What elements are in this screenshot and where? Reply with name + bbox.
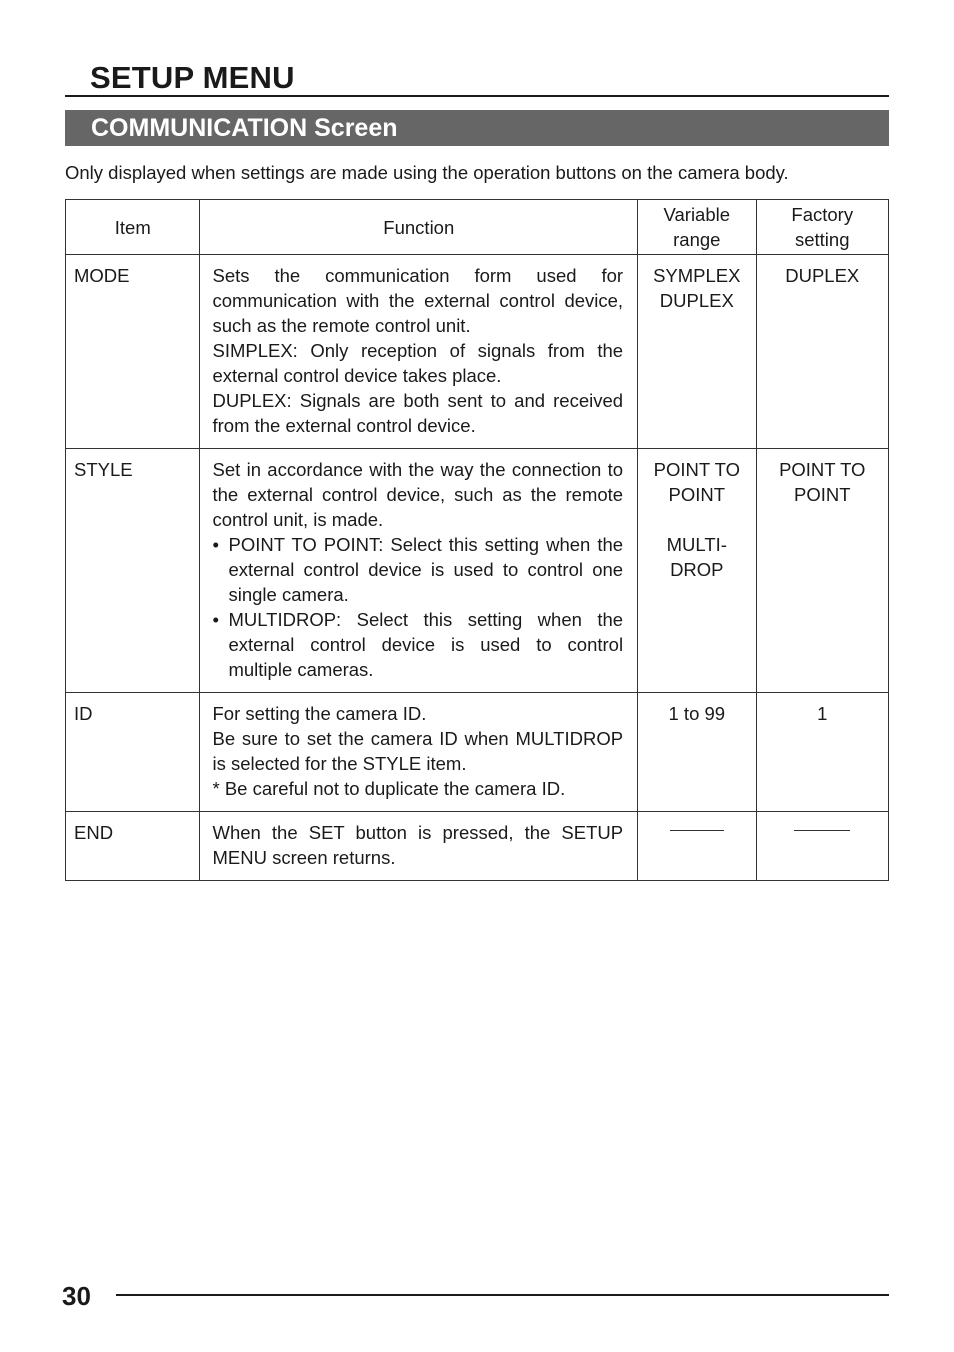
function-text: Set in accordance with the way the connection to the external control device, such as the remote control unit, is made. [212, 459, 624, 530]
function-text: DUPLEX: Signals are both sent to and received from the external control device. [212, 390, 624, 436]
factory-cell-end [756, 812, 889, 881]
range-value: SYMPLEX [653, 265, 741, 286]
item-cell-id: ID [66, 693, 200, 812]
function-text: When the SET button is pressed, the SETUP MENU screen returns. [212, 822, 624, 868]
table-row [66, 255, 889, 449]
range-value: DUPLEX [659, 290, 734, 311]
function-text: * Be careful not to duplicate the camera ID. [212, 778, 566, 799]
title-rule [65, 95, 889, 97]
function-text: For setting the camera ID. [212, 703, 427, 724]
header-factory-line: Factory [791, 204, 854, 225]
settings-table [65, 199, 889, 881]
factory-cell-mode [756, 255, 889, 449]
bullet-item: • POINT TO POINT: Select this setting when the external control device is used to control one single camera. [212, 532, 623, 607]
intro-text: Only displayed when settings are made using the operation buttons on the camera body. [65, 162, 789, 183]
table-header-row [66, 200, 889, 255]
header-variable-range [638, 200, 756, 255]
range-value: POINT TO [653, 459, 740, 480]
item-cell-style: STYLE [66, 449, 200, 693]
function-text: Be sure to set the camera ID when MULTIDROP is selected for the STYLE item. [212, 728, 624, 774]
range-cell-id [638, 693, 756, 812]
range-value: MULTI- [666, 534, 727, 555]
factory-value: POINT TO [779, 459, 866, 480]
range-cell-end [638, 812, 756, 881]
section-title: COMMUNICATION Screen [91, 114, 398, 142]
factory-value: 1 [817, 703, 828, 724]
page-number: 30 [62, 1281, 91, 1311]
function-text: SIMPLEX: Only reception of signals from the external control device takes place. [212, 340, 624, 386]
item-cell-end: END [66, 812, 200, 881]
range-value: 1 to 99 [668, 703, 726, 724]
function-cell-id [200, 693, 638, 812]
header-factory-line: setting [794, 229, 850, 250]
header-factory-setting [756, 200, 889, 255]
factory-cell-style [756, 449, 889, 693]
table-row [66, 449, 889, 693]
not-applicable-dash [794, 830, 850, 831]
range-cell-style [638, 449, 756, 693]
page-title: SETUP MENU [90, 60, 295, 95]
bullet-item: • MULTIDROP: Select this setting when the external control device is used to control multiple cameras. [212, 607, 623, 682]
function-cell-mode [200, 255, 638, 449]
factory-cell-id [756, 693, 889, 812]
function-text: Sets the communication form used for communication with the external control device, such as the remote control unit. [212, 265, 624, 336]
header-range-line: Variable [663, 204, 731, 225]
range-value: DROP [670, 559, 724, 580]
footer-rule [116, 1294, 889, 1296]
header-function: Function [200, 200, 638, 255]
table-row [66, 693, 889, 812]
not-applicable-dash [670, 830, 724, 831]
table-row [66, 812, 889, 881]
header-item: Item [66, 200, 200, 255]
factory-value: POINT [793, 484, 851, 505]
header-range-line: range [673, 229, 721, 250]
section-header-bar [65, 110, 889, 146]
factory-value: DUPLEX [785, 265, 860, 286]
item-cell-mode: MODE [66, 255, 200, 449]
function-cell-end [200, 812, 638, 881]
range-value: POINT [668, 484, 726, 505]
range-cell-mode [638, 255, 756, 449]
function-cell-style [200, 449, 638, 693]
range-spacer [640, 507, 753, 532]
